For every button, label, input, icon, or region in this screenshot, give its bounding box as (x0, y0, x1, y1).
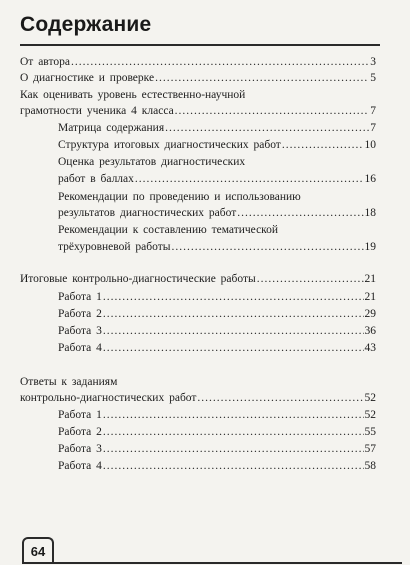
toc-entry-work-2 (58, 307, 376, 321)
toc-entry-page: 21 (364, 291, 376, 303)
toc-entry-page: 7 (370, 122, 376, 134)
toc-entry-structure (58, 138, 376, 152)
toc-entry-label: От автора (20, 56, 70, 68)
leader-dots (282, 138, 364, 152)
toc-entry-label: О диагностике и проверке (20, 72, 155, 84)
toc-entry-from-author (20, 55, 376, 69)
leader-dots (237, 206, 363, 220)
toc-entry-work-3 (58, 324, 376, 338)
toc-entry-page: 7 (370, 105, 376, 117)
toc-entry-label: грамотности ученика 4 класса (20, 105, 174, 117)
toc-entry-diagnostics (20, 71, 376, 85)
toc-entry-page: 3 (370, 56, 376, 68)
toc-entry-work-1 (58, 290, 376, 304)
toc-entry-how-to-assess (20, 104, 376, 118)
toc-entry-content-matrix (58, 121, 376, 135)
page-title: Содержание (20, 13, 152, 36)
toc-entry-page: 52 (364, 409, 376, 421)
leader-dots (103, 341, 364, 355)
leader-dots (103, 442, 364, 456)
toc-entry-page: 55 (364, 426, 376, 438)
toc-entry-label: Итоговые контрольно-диагностические работы (20, 273, 256, 285)
title-divider (20, 44, 380, 46)
toc-entry-page: 21 (364, 273, 376, 285)
toc-entry-evaluation (58, 172, 376, 186)
toc-entry-label: Работа 3 (58, 443, 102, 455)
toc-entry-page: 43 (364, 342, 376, 354)
toc-entry-label: Работа 4 (58, 342, 102, 354)
toc-entry-recommendations-usage (58, 206, 376, 220)
footer-divider (22, 562, 402, 564)
toc-entry-page: 10 (364, 139, 376, 151)
leader-dots (135, 172, 364, 186)
leader-dots (103, 290, 364, 304)
toc-entry-answers-work-1 (58, 408, 376, 422)
toc-entry-label: Структура итоговых диагностических работ (58, 139, 281, 151)
toc-entry-work-4 (58, 341, 376, 355)
leader-dots (155, 71, 369, 85)
toc-entry-label-line1: Ответы к заданиям (20, 376, 118, 388)
page-number-badge (22, 537, 54, 563)
leader-dots (103, 324, 364, 338)
toc-entry-page: 5 (370, 72, 376, 84)
page-number: 64 (30, 543, 46, 559)
leader-dots (197, 391, 363, 405)
toc-entry-page: 58 (364, 460, 376, 472)
toc-entry-final-works (20, 272, 376, 286)
toc-entry-answers-work-3 (58, 442, 376, 456)
toc-entry-label: контрольно-диагностических работ (20, 392, 197, 404)
toc-entry-label: работ в баллах (58, 173, 134, 185)
leader-dots (103, 425, 364, 439)
toc-entry-label: трёхуровневой работы (58, 241, 171, 253)
toc-entry-page: 29 (364, 308, 376, 320)
toc-entry-answers-work-4 (58, 459, 376, 473)
toc-entry-answers (20, 391, 376, 405)
toc-entry-label-line1: Как оценивать уровень естественно-научной (20, 89, 246, 101)
toc-entry-page: 36 (364, 325, 376, 337)
toc-entry-page: 57 (364, 443, 376, 455)
leader-dots (71, 55, 369, 69)
toc-entry-page: 18 (364, 207, 376, 219)
toc-entry-page: 16 (364, 173, 376, 185)
toc-entry-label-line1: Оценка результатов диагностических (58, 156, 246, 168)
toc-entry-label: Работа 1 (58, 409, 102, 421)
leader-dots (257, 272, 364, 286)
toc-entry-label: Матрица содержания (58, 122, 165, 134)
toc-entry-label: Работа 2 (58, 308, 102, 320)
leader-dots (103, 459, 364, 473)
toc-entry-label: результатов диагностических работ (58, 207, 237, 219)
toc-entry-label: Работа 4 (58, 460, 102, 472)
toc-entry-label: Работа 1 (58, 291, 102, 303)
leader-dots (103, 307, 364, 321)
toc-entry-label: Работа 2 (58, 426, 102, 438)
leader-dots (165, 121, 369, 135)
leader-dots (171, 240, 363, 254)
toc-entry-page: 19 (364, 241, 376, 253)
leader-dots (175, 104, 370, 118)
toc-entry-label-line1: Рекомендации по проведению и использованию (58, 191, 301, 203)
toc-entry-recommendations-thematic (58, 240, 376, 254)
toc-entry-label-line1: Рекомендации к составлению тематической (58, 224, 279, 236)
toc-entry-answers-work-2 (58, 425, 376, 439)
toc-entry-page: 52 (364, 392, 376, 404)
leader-dots (103, 408, 364, 422)
toc-entry-label: Работа 3 (58, 325, 102, 337)
